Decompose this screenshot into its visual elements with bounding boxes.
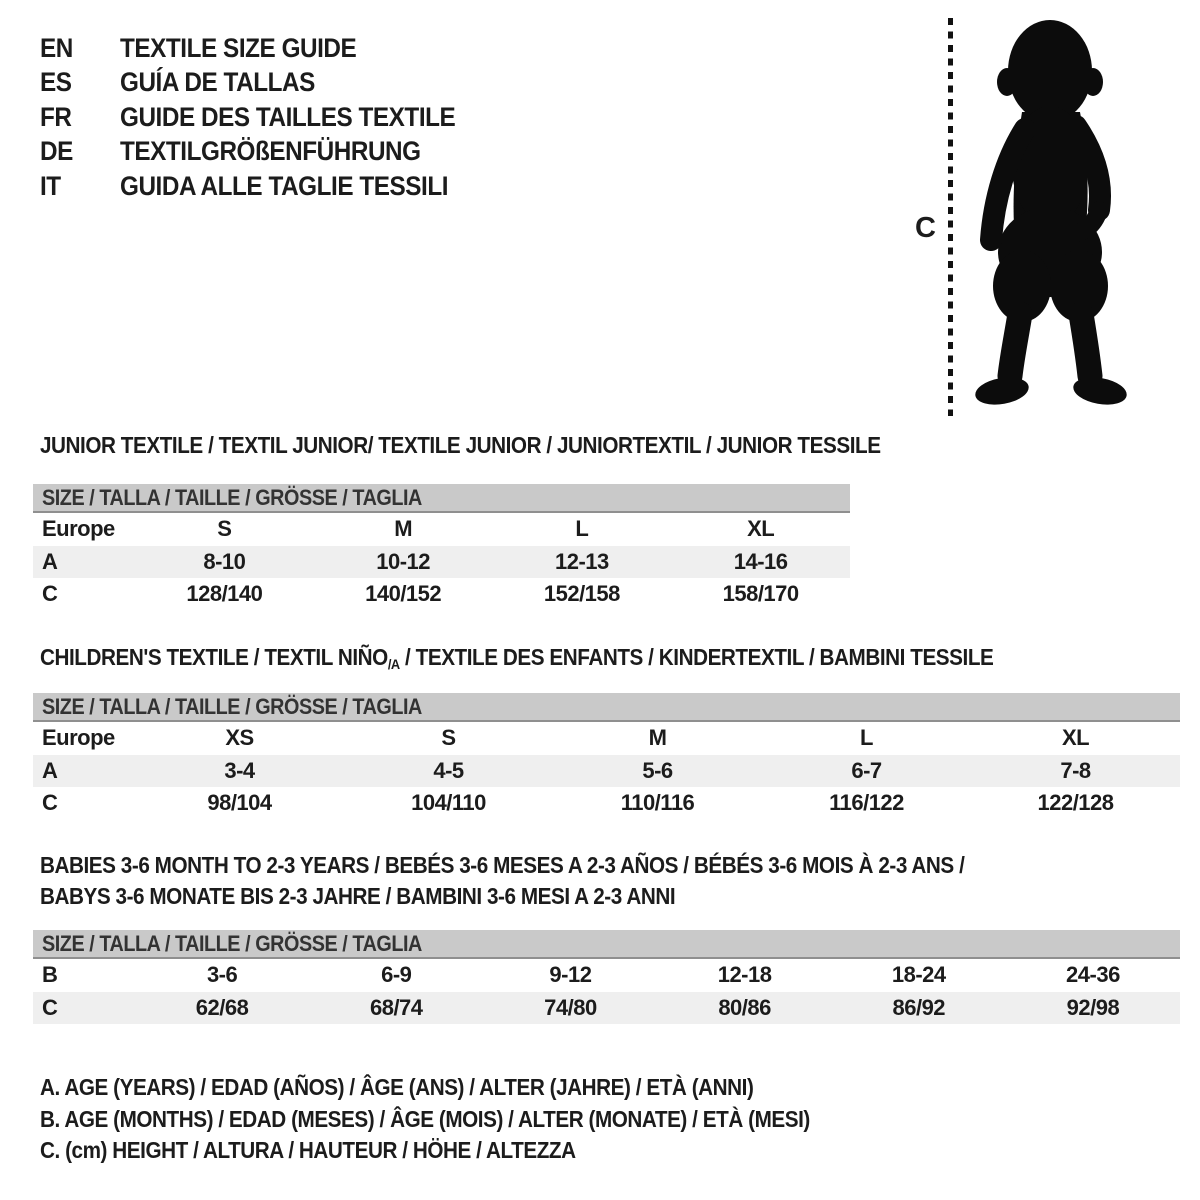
row-label: Europe <box>42 725 115 751</box>
age-cell: 4-5 <box>433 757 464 783</box>
row-label: A <box>42 548 58 574</box>
guide-title: TEXTILE SIZE GUIDE <box>120 32 357 63</box>
guide-title: GUÍA DE TALLAS <box>120 67 315 98</box>
measure-legend <box>40 1072 895 1167</box>
lang-row-it <box>40 169 493 204</box>
age-cell: 5-6 <box>642 757 673 783</box>
age-cell: 3-6 <box>206 962 238 988</box>
size-cell: XS <box>225 725 254 751</box>
lang-code: EN <box>40 32 73 63</box>
age-cell: 9-12 <box>549 962 592 988</box>
row-label: Europe <box>42 516 115 542</box>
lang-code: FR <box>40 101 72 132</box>
age-cell: 7-8 <box>1060 757 1091 783</box>
age-cell: 14-16 <box>733 548 788 574</box>
lang-code: IT <box>40 170 61 201</box>
size-cell: M <box>394 516 413 542</box>
size-cell: S <box>217 516 232 542</box>
lang-row-en <box>40 31 493 66</box>
age-cell: 12-13 <box>554 548 609 574</box>
height-measure-label: C <box>915 212 936 244</box>
table-header-band: SIZE / TALLA / TAILLE / GRÖSSE / TAGLIA <box>33 484 850 513</box>
nino-a-subscript: /A <box>387 656 400 673</box>
lang-row-de <box>40 135 493 170</box>
height-cell: 116/122 <box>829 790 904 816</box>
height-cell: 140/152 <box>365 581 442 607</box>
size-cell: XL <box>747 516 775 542</box>
legend-line-a: A. AGE (YEARS) / EDAD (AÑOS) / ÂGE (ANS) / ALTER (JAHRE) / ETÀ (ANNI) <box>40 1074 754 1100</box>
section-title-children: CHILDREN'S TEXTILE / TEXTIL NIÑO/A / TEXTILE DES ENFANTS / KINDERTEXTIL / BAMBINI TESSILE <box>40 644 994 673</box>
row-label: C <box>42 994 58 1020</box>
lang-row-fr <box>40 100 493 135</box>
junior-size-table <box>33 484 850 611</box>
language-title-list <box>40 31 493 204</box>
height-cell: 62/68 <box>195 994 249 1020</box>
lang-row-es <box>40 66 493 101</box>
guide-title: GUIDE DES TAILLES TEXTILE <box>120 101 456 132</box>
height-cell: 98/104 <box>207 790 272 816</box>
height-cell: 110/116 <box>620 790 695 816</box>
age-cell: 8-10 <box>203 548 246 574</box>
section-title-junior: JUNIOR TEXTILE / TEXTIL JUNIOR/ TEXTILE JUNIOR / JUNIORTEXTIL / JUNIOR TESSILE <box>40 432 881 458</box>
age-cell: 3-4 <box>224 757 255 783</box>
height-cell: 122/128 <box>1037 790 1114 816</box>
height-cell: 152/158 <box>543 581 620 607</box>
age-cell: 18-24 <box>891 962 946 988</box>
table-row <box>33 787 1180 820</box>
babies-size-table <box>33 930 1180 1024</box>
legend-line-b: B. AGE (MONTHS) / EDAD (MESES) / ÂGE (MOIS) / ALTER (MONATE) / ETÀ (MESI) <box>40 1105 810 1132</box>
age-cell: 10-12 <box>376 548 431 574</box>
age-cell: 12-18 <box>717 962 772 988</box>
row-label: C <box>42 581 58 607</box>
size-cell: S <box>441 725 456 751</box>
table-row <box>33 992 1180 1025</box>
age-cell: 6-7 <box>851 757 882 783</box>
section-title-babies: BABIES 3-6 MONTH TO 2-3 YEARS / BEBÉS 3-6 MESES A 2-3 AÑOS / BÉBÉS 3-6 MOIS À 2-3 ANS / BABYS 3-6 MONATE BIS 2-3 JAHRE / BAMBINI 3-6 MESI A 2-3 ANNI <box>40 852 965 909</box>
guide-title: TEXTILGRÖßENFÜHRUNG <box>120 136 421 167</box>
lang-code: ES <box>40 67 72 98</box>
lang-code: DE <box>40 136 73 167</box>
row-label: B <box>42 962 58 988</box>
table-header-band: SIZE / TALLA / TAILLE / GRÖSSE / TAGLIA <box>33 693 1180 722</box>
size-cell: L <box>860 725 873 751</box>
guide-title: GUIDA ALLE TAGLIE TESSILI <box>120 170 449 201</box>
height-cell: 92/98 <box>1066 994 1120 1020</box>
size-cell: XL <box>1061 725 1090 751</box>
legend-line-c: C. (cm) HEIGHT / ALTURA / HAUTEUR / HÖHE / ALTEZZA <box>40 1137 576 1163</box>
size-cell: L <box>575 516 589 542</box>
height-cell: 68/74 <box>369 994 423 1020</box>
height-cell: 128/140 <box>186 581 263 607</box>
age-cell: 6-9 <box>381 962 412 988</box>
height-cell: 86/92 <box>892 994 946 1020</box>
height-cell: 80/86 <box>718 994 771 1020</box>
height-cell: 74/80 <box>544 994 597 1020</box>
table-row <box>33 578 850 611</box>
height-cell: 104/110 <box>411 790 486 816</box>
table-header-band: SIZE / TALLA / TAILLE / GRÖSSE / TAGLIA <box>33 930 1180 959</box>
age-cell: 24-36 <box>1066 962 1120 988</box>
row-label: A <box>42 757 58 783</box>
row-label: C <box>42 790 58 816</box>
table-row <box>33 755 1180 788</box>
height-measure-dashed-line <box>948 18 953 416</box>
height-cell: 158/170 <box>722 581 799 607</box>
toddler-silhouette <box>962 14 1140 418</box>
children-size-table <box>33 693 1180 820</box>
table-row <box>33 959 1180 992</box>
table-row <box>33 513 850 546</box>
table-row <box>33 546 850 579</box>
table-row <box>33 722 1180 755</box>
size-cell: M <box>648 725 667 751</box>
